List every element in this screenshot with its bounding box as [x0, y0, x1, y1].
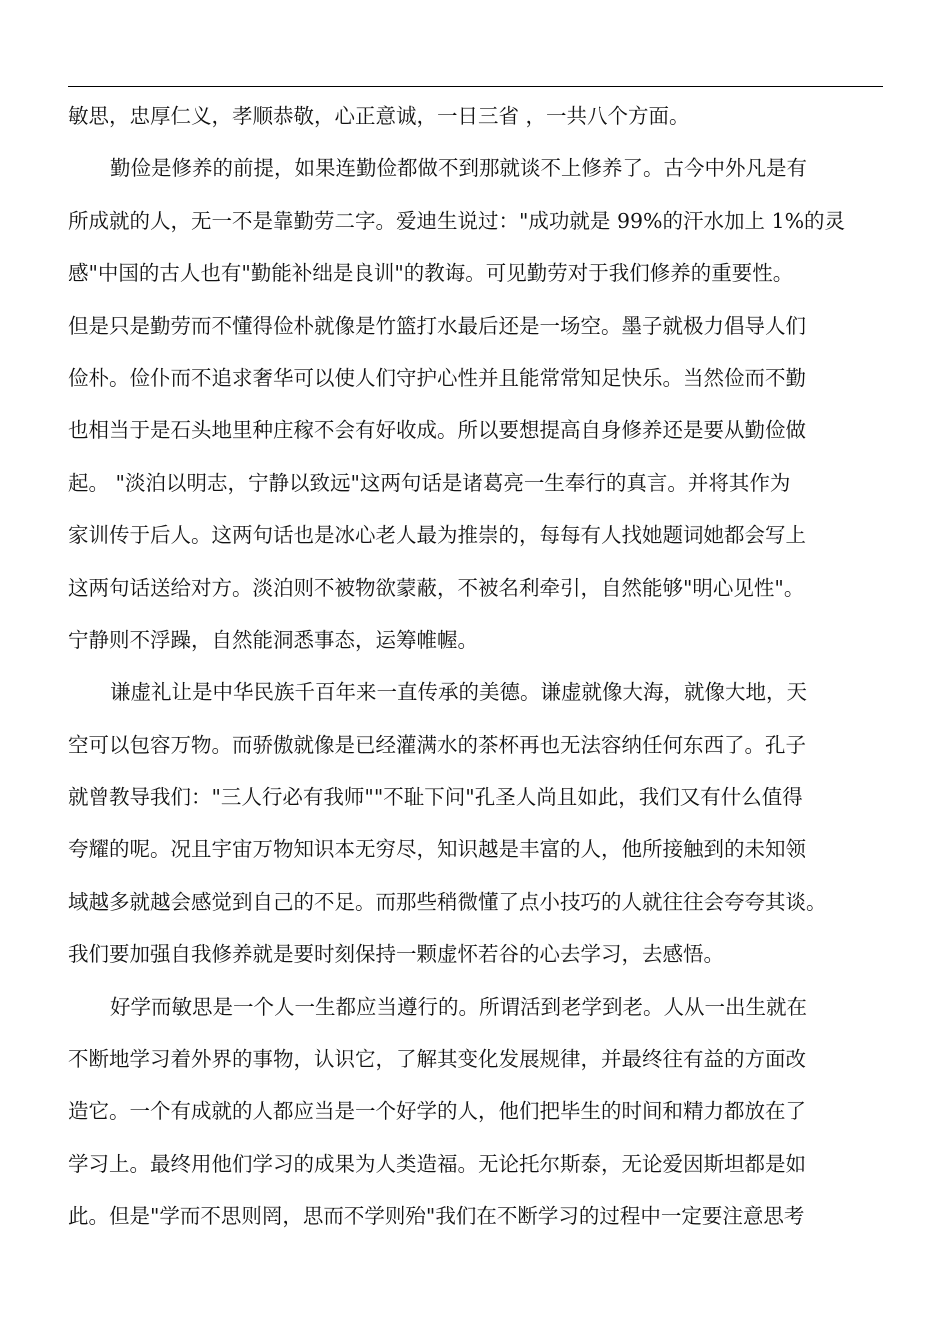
paragraph-start-line: 勤俭是修养的前提，如果连勤俭都做不到那就谈不上修养了。古今中外凡是有: [110, 156, 807, 181]
text-line: 造它。一个有成就的人都应当是一个好学的人，他们把毕生的时间和精力都放在了: [68, 1099, 806, 1124]
text-line: 所成就的人，无一不是靠勤劳二字。爱迪生说过："成功就是 99%的汗水加上 1%的灵: [68, 208, 846, 233]
text-line: 家训传于后人。这两句话也是冰心老人最为推崇的，每每有人找她题词她都会写上: [68, 523, 806, 548]
text-line: 也相当于是石头地里种庄稼不会有好收成。所以要想提高自身修养还是要从勤俭做: [68, 418, 806, 443]
paragraph-start-line: 谦虚礼让是中华民族千百年来一直传承的美德。谦虚就像大海，就像大地，天: [110, 680, 807, 705]
text-line: 感"中国的古人也有"勤能补绌是良训"的教诲。可见勤劳对于我们修养的重要性。: [68, 261, 794, 286]
text-line: 夸耀的呢。况且宇宙万物知识本无穷尽，知识越是丰富的人，他所接触到的未知领: [68, 837, 806, 862]
text-line: 域越多就越会感觉到自己的不足。而那些稍微懂了点小技巧的人就往往会夸夸其谈。: [68, 889, 827, 914]
text-line: 这两句话送给对方。淡泊则不被物欲蒙蔽，不被名利牵引，自然能够"明心见性"。: [68, 575, 805, 600]
document-body: [68, 90, 883, 1243]
header-rule: [68, 86, 883, 87]
text-line: 此。但是"学而不思则罔，思而不学则殆"我们在不断学习的过程中一定要注意思考: [68, 1204, 805, 1229]
text-line: 俭朴。俭仆而不追求奢华可以使人们守护心性并且能常常知足快乐。当然俭而不勤: [68, 365, 806, 390]
text-line: 学习上。最终用他们学习的成果为人类造福。无论托尔斯泰，无论爱因斯坦都是如: [68, 1151, 806, 1176]
text-line: 起。 "淡泊以明志，宁静以致远"这两句话是诸葛亮一生奉行的真言。并将其作为: [68, 470, 791, 495]
text-line: 就曾教导我们："三人行必有我师""不耻下问"孔圣人尚且如此，我们又有什么值得: [68, 785, 803, 810]
text-line: 不断地学习着外界的事物，认识它，了解其变化发展规律，并最终往有益的方面改: [68, 1047, 806, 1072]
text-line: 敏思，忠厚仁义，孝顺恭敬，心正意诚，一日三省 ，一共八个方面。: [68, 104, 690, 128]
text-line: 但是只是勤劳而不懂得俭朴就像是竹篮打水最后还是一场空。墨子就极力倡导人们: [68, 313, 806, 338]
paragraph-start-line: 好学而敏思是一个人一生都应当遵行的。所谓活到老学到老。人从一出生就在: [110, 994, 807, 1019]
text-line: 宁静则不浮躁，自然能洞悉事态，运筹帷幄。: [68, 627, 478, 652]
text-line: 我们要加强自我修养就是要时刻保持一颗虚怀若谷的心去学习，去感悟。: [68, 942, 724, 967]
text-line: 空可以包容万物。而骄傲就像是已经灌满水的茶杯再也无法容纳任何东西了。孔子: [68, 732, 806, 757]
